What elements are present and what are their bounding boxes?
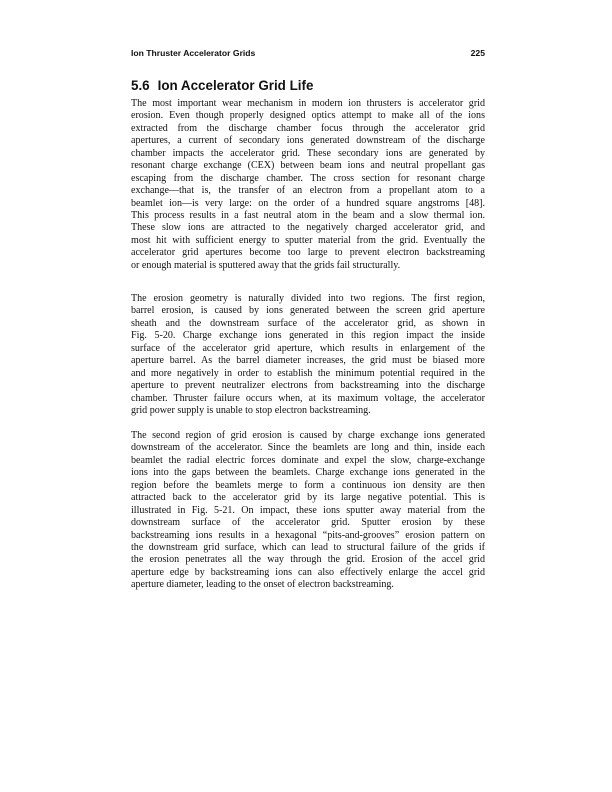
text-line: attracted back to the accelerator grid by its large negative potential. This is — [131, 492, 485, 504]
text-line: accelerator grid apertures become too large to prevent electron backstreaming — [131, 247, 485, 259]
text-line: This process results in a fast neutral atom in the beam and a slow thermal ion. — [131, 209, 485, 221]
paragraph — [131, 293, 485, 417]
text-line: the downstream grid surface, which can lead to structural failure of the grids if — [131, 541, 485, 553]
text-line: the erosion penetrates all the way through the grid. Erosion of the accel grid — [131, 554, 485, 566]
text-line: The second region of grid erosion is caused by charge exchange ions generated — [131, 430, 485, 441]
section-number: 5.6 — [131, 78, 150, 93]
paragraph — [131, 430, 485, 592]
text-line: escaping from the discharge chamber. The cross section for resonant charge — [131, 172, 485, 184]
text-line: extracted from the discharge chamber focus through the accelerator grid — [131, 122, 485, 134]
text-line: chamber impacts the accelerator grid. These secondary ions are generated by — [131, 147, 485, 159]
text-line: These slow ions are attracted to the negatively charged accelerator grid, and — [131, 222, 485, 234]
text-line: aperture edge by backstreaming ions can also effectively enlarge the accel grid — [131, 566, 485, 578]
text-line: apertures, a current of secondary ions generated downstream of the discharge — [131, 135, 485, 147]
text-line: resonant charge exchange (CEX) between beam ions and neutral propellant gas — [131, 160, 485, 172]
section-heading — [131, 78, 313, 93]
text-line: beamlet ion—is very large: on the order of a hundred square angstroms [48]. — [131, 197, 485, 209]
text-line: sheath and the downstream surface of the accelerator grid, as shown in — [131, 317, 485, 329]
text-line: aperture barrel. As the barrel diameter increases, the grid must be biased more — [131, 355, 485, 367]
text-line: The most important wear mechanism in modern ion thrusters is accelerator grid — [131, 98, 485, 109]
text-line: surface of the accelerator grid aperture, which results in enlargement of the — [131, 342, 485, 354]
running-title: Ion Thruster Accelerator Grids — [131, 48, 256, 58]
text-line: or enough material is sputtered away that the grids fail structurally. — [131, 259, 401, 271]
running-header — [131, 48, 485, 58]
text-line: backstreaming ions results in a hexagonal “pits-and-grooves” erosion pattern on — [131, 529, 485, 541]
text-line: chamber. Thruster failure occurs when, at its maximum voltage, the accelerator — [131, 392, 485, 404]
text-line: aperture to prevent neutralizer electrons from backstreaming into the discharge — [131, 380, 485, 392]
text-line: downstream surface of the accelerator grid. Sputter erosion by these — [131, 517, 485, 529]
text-line: illustrated in Fig. 5-21. On impact, these ions sputter away material from the — [131, 504, 485, 516]
text-line: downstream of the accelerator. Since the beamlets are long and thin, inside each — [131, 442, 485, 454]
text-line: most hit with sufficient energy to sputter material from the grid. Eventually the — [131, 234, 485, 246]
text-line: region before the beamlets merge to form a continuous ion density are then — [131, 479, 485, 491]
text-line: The erosion geometry is naturally divided into two regions. The first region, — [131, 293, 485, 304]
section-title: Ion Accelerator Grid Life — [157, 78, 314, 93]
paragraph — [131, 98, 485, 272]
text-line: grid power supply is unable to stop electron backstreaming. — [131, 404, 371, 416]
text-line: aperture diameter, leading to the onset of electron backstreaming. — [131, 579, 394, 591]
text-line: Fig. 5-20. Charge exchange ions generated in this region impact the inside — [131, 330, 485, 342]
text-line: ions into the gaps between the beamlets. Charge exchange ions generated in the — [131, 467, 485, 479]
text-line: exchange—that is, the transfer of an electron from a propellant atom to a — [131, 185, 485, 197]
page-number: 225 — [470, 48, 485, 58]
text-line: and more negatively in order to establish the minimum potential required in the — [131, 367, 485, 379]
text-line: erosion. Even though properly designed optics attempt to make all of the ions — [131, 110, 485, 122]
text-line: beamlet the radial electric forces dominate and expel the slow, charge-exchange — [131, 454, 485, 466]
text-line: barrel erosion, is caused by ions generated between the screen grid aperture — [131, 305, 485, 317]
